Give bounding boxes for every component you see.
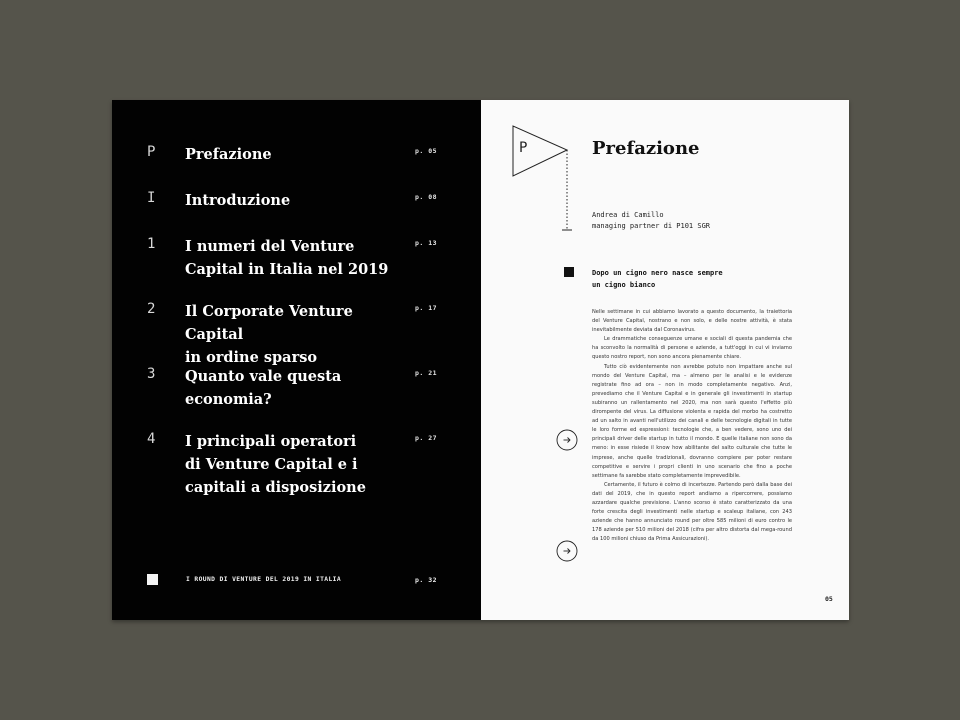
body-paragraph: Certamente, il futuro è colmo di incertezze. Partendo però dalla base dei dati del 2019, che in questo report andiamo a ripercorrere, possiamo azzardare qualche previsione. L'anno scorso è stato caratterizzato da una forte crescita degli investimenti nelle startup e scaleup italiane, con 243 aziende che hanno annunciato round per oltre 585 milioni di euro contro le 178 aziende per 510 milioni del 2018 (cifra per altro distorta dal mega-round da 100 milioni chiuso da Prima Assicurazioni).	[592, 481, 792, 543]
toc-footer-page-number: p. 32	[415, 576, 438, 584]
toc-title-line: Quanto vale questa	[185, 368, 342, 385]
toc-title-line: I principali operatori	[185, 433, 357, 450]
toc-title-line: capitali a disposizione	[185, 479, 366, 496]
author-role: managing partner di P101 SGR	[592, 222, 711, 230]
toc-title-line: Capital in Italia nel 2019	[185, 261, 389, 278]
toc-title-line: Prefazione	[185, 146, 272, 163]
toc-marker: P	[147, 144, 156, 160]
author-name: Andrea di Camillo	[592, 211, 664, 219]
toc-marker: I	[147, 190, 156, 206]
toc-marker: 2	[147, 301, 156, 317]
flag-letter: P	[519, 140, 528, 156]
body-paragraph: Le drammatiche conseguenze umane e sociali di questa pandemia che ha sconvolto la normalità di persone e aziende, a tutt'oggi in cui vi inviamo questo nostro report, non sono ancora pienamente chiare.	[592, 336, 792, 361]
flag-icon	[509, 122, 575, 232]
preface-page	[481, 100, 849, 620]
toc-title	[185, 143, 400, 166]
toc-title-line: in ordine sparso	[185, 349, 318, 366]
arrow-right-circle-icon[interactable]	[556, 540, 578, 562]
toc-page-number: p. 21	[415, 369, 438, 377]
lead-line: Dopo un cigno nero nasce sempre	[592, 269, 723, 277]
toc-page-number: p. 17	[415, 304, 438, 312]
book-spread	[112, 100, 849, 620]
page-number: 05	[825, 595, 833, 603]
toc-title-line: di Venture Capital e i	[185, 456, 358, 473]
toc-title	[185, 365, 400, 411]
page-title: Prefazione	[592, 138, 700, 159]
toc-marker: 4	[147, 431, 156, 447]
body-paragraph: Tutto ciò evidentemente non avrebbe potuto non impattare anche sul mondo del Venture Capital, ma – almeno per le analisi e le evidenze registrate fino ad ora – non in modo completamente negativo. Anzi, prevediamo che il Venture Capital e in generale gli investimenti in startup subiranno un rallentamento nel 2020, ma non sarà questo l'effetto più dirompente del virus. La diffusione violenta e rapida del morbo ha costretto ad un salto in avanti nell'utilizzo dei canali e delle tecnologie digitali in tutte le loro forme ed espressioni: tecnologie che, a ben vedere, sono uno dei principali driver delle startup in tutto il mondo. E quelle italiane non sono da meno: in esse risiede il know how abilitante del salto culturale che tutte le imprese, anche quelle tradizionali, dovranno compiere per poter restare competitive e servire i propri clienti in uno scenario che fino a poche settimane fa sarebbe stato completamente imprevedibile.	[592, 363, 792, 479]
toc-title-line: I numeri del Venture	[185, 238, 355, 255]
toc-title	[185, 189, 400, 212]
footer-square-icon	[147, 574, 158, 585]
lead-square-icon	[564, 267, 574, 277]
toc-marker: 3	[147, 366, 156, 382]
toc-page-number: p. 05	[415, 147, 438, 155]
table-of-contents-page	[112, 100, 481, 620]
lead-line: un cigno bianco	[592, 281, 656, 289]
body-paragraph: Nelle settimane in cui abbiamo lavorato a questo documento, la traiettoria del Venture Capital, nostrano e non solo, e delle nostre attività, è stata inevitabilmente deviata dal Coronavirus.	[592, 309, 792, 334]
toc-marker: 1	[147, 236, 156, 252]
arrow-right-circle-icon[interactable]	[556, 429, 578, 451]
toc-footer-link[interactable]: I ROUND DI VENTURE DEL 2019 IN ITALIA	[186, 576, 342, 583]
toc-title	[185, 300, 400, 369]
toc-title	[185, 235, 400, 281]
toc-title-line: Il Corporate Venture Capital	[185, 303, 353, 343]
body-text	[592, 308, 792, 544]
toc-title-line: economia?	[185, 391, 272, 408]
toc-page-number: p. 13	[415, 239, 438, 247]
toc-title	[185, 430, 400, 499]
toc-page-number: p. 27	[415, 434, 438, 442]
toc-page-number: p. 08	[415, 193, 438, 201]
toc-title-line: Introduzione	[185, 192, 291, 209]
